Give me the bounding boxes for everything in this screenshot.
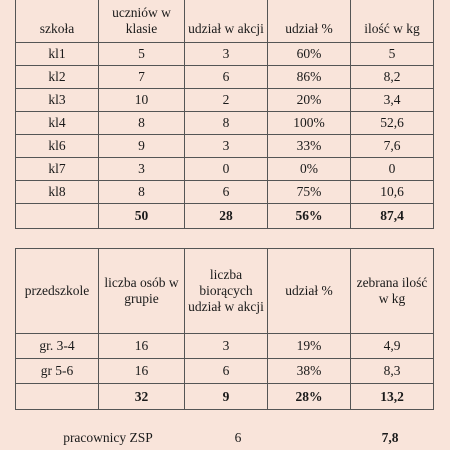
total-cell: 87,4 (351, 204, 434, 229)
table-cell: 0% (268, 158, 351, 181)
table-cell: 16 (99, 359, 185, 384)
table-row (16, 89, 434, 112)
header-cell: liczba osób w grupie (99, 249, 185, 334)
table-cell: 8,2 (351, 66, 434, 89)
table-cell: 3,4 (351, 89, 434, 112)
table-cell: 52,6 (351, 112, 434, 135)
header-cell: ilość w kg (351, 0, 434, 43)
table-cell: 3 (185, 135, 268, 158)
table-row (16, 135, 434, 158)
total-cell: 50 (99, 204, 185, 229)
table-cell: kl3 (16, 89, 99, 112)
table-cell: gr. 3-4 (16, 334, 99, 359)
table-cell: kl2 (16, 66, 99, 89)
table-cell: 19% (268, 334, 351, 359)
table-cell: 5 (99, 43, 185, 66)
table-cell: 10,6 (351, 181, 434, 204)
table-cell: 33% (268, 135, 351, 158)
table-cell: kl4 (16, 112, 99, 135)
table-row (16, 158, 434, 181)
preschool-table (15, 248, 434, 410)
header-cell: szkoła (16, 0, 99, 43)
table-cell: 8,3 (351, 359, 434, 384)
table-cell: 16 (99, 334, 185, 359)
table-row (16, 181, 434, 204)
table-cell: 6 (185, 181, 268, 204)
school-table (15, 0, 434, 229)
table-cell: 6 (185, 359, 268, 384)
table-cell: 100% (268, 112, 351, 135)
table-cell: kl7 (16, 158, 99, 181)
table-cell: 7,6 (351, 135, 434, 158)
header-cell: zebrana ilość w kg (351, 249, 434, 334)
staff-kg: 7,8 (381, 430, 399, 445)
table-cell: kl8 (16, 181, 99, 204)
table-cell: kl1 (16, 43, 99, 66)
table-header-row (16, 0, 434, 43)
table-cell: 3 (185, 334, 268, 359)
table-cell: 4,9 (351, 334, 434, 359)
table-cell: 20% (268, 89, 351, 112)
table-row (16, 112, 434, 135)
table-row (16, 43, 434, 66)
staff-row (15, 428, 433, 448)
table-cell: 8 (99, 112, 185, 135)
total-cell (16, 384, 99, 410)
header-cell: liczba biorących udział w akcji (185, 249, 268, 334)
header-cell: udział % (268, 249, 351, 334)
staff-label: pracownicy ZSP (63, 430, 153, 445)
header-cell: udział w akcji (185, 0, 268, 43)
table-header-row (16, 249, 434, 334)
table-cell: 6 (185, 66, 268, 89)
table-cell: 60% (268, 43, 351, 66)
table-cell: 0 (351, 158, 434, 181)
table-cell: 86% (268, 66, 351, 89)
table-cell: gr 5-6 (16, 359, 99, 384)
total-cell (16, 204, 99, 229)
table-cell: 3 (185, 43, 268, 66)
table-cell: 8 (99, 181, 185, 204)
table-cell: 7 (99, 66, 185, 89)
total-cell: 13,2 (351, 384, 434, 410)
total-cell: 32 (99, 384, 185, 410)
table-cell: 8 (185, 112, 268, 135)
table-cell: 2 (185, 89, 268, 112)
table-cell: 3 (99, 158, 185, 181)
header-cell: udział % (268, 0, 351, 43)
table-cell: kl6 (16, 135, 99, 158)
total-cell: 28 (185, 204, 268, 229)
total-cell: 28% (268, 384, 351, 410)
table-row (16, 334, 434, 359)
table-cell: 10 (99, 89, 185, 112)
header-cell: przedszkole (16, 249, 99, 334)
table-row (16, 359, 434, 384)
total-cell: 56% (268, 204, 351, 229)
total-cell: 9 (185, 384, 268, 410)
table-cell: 0 (185, 158, 268, 181)
table-cell: 38% (268, 359, 351, 384)
staff-participants: 6 (234, 430, 242, 445)
total-row (16, 204, 434, 229)
table-cell: 5 (351, 43, 434, 66)
table-row (16, 66, 434, 89)
total-row (16, 384, 434, 410)
header-cell: uczniów w klasie (99, 0, 185, 43)
table-cell: 75% (268, 181, 351, 204)
table-cell: 9 (99, 135, 185, 158)
